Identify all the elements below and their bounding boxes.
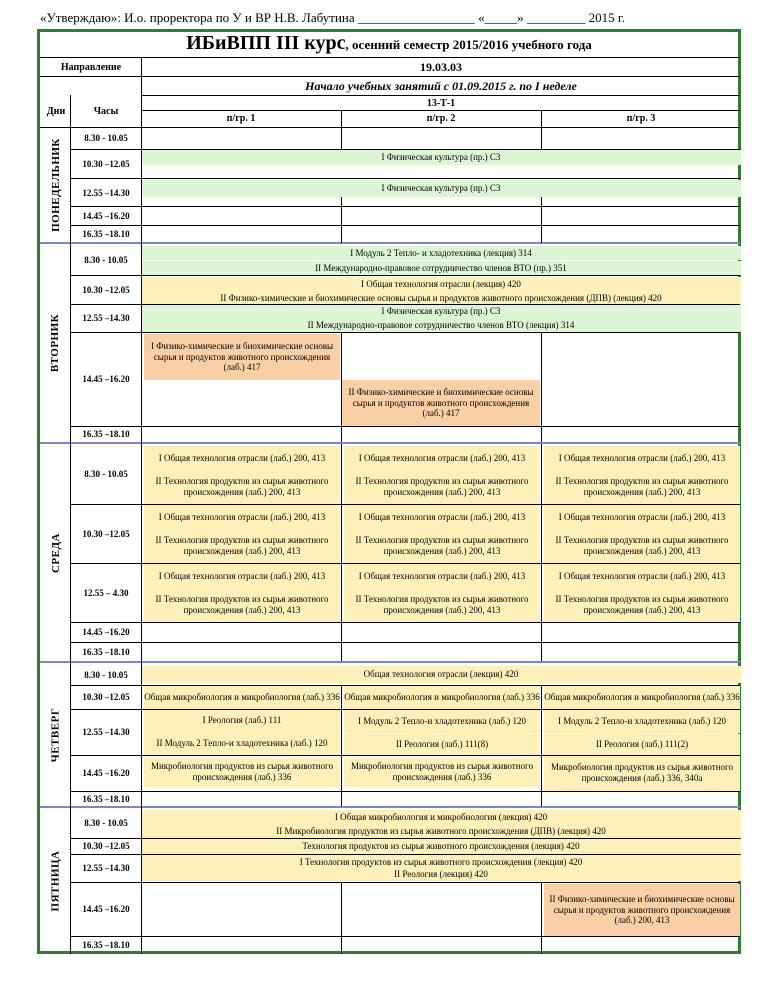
grid-line [341,685,342,806]
class-fri-3b: II Реология (лекция) 420 [141,867,741,881]
class-wed-1a-g3: I Общая технология отрасли (лаб.) 200, 413 [544,446,740,470]
day-separator [40,806,740,808]
days-column-header: Дни [46,106,66,117]
class-wed-2a-g2: I Общая технология отрасли (лаб.) 200, 413 [344,505,540,529]
class-wed-1b-g2: II Технология продуктов из сырья животного происхождения (лаб.) 200, 413 [344,470,540,504]
class-tue-1a: I Модуль 2 Тепло- и хладотехника (лекция) 314 [141,246,741,260]
grid-line [40,57,740,58]
grid-line [71,304,740,305]
grid-line [71,838,740,839]
grid-line [141,57,142,954]
class-wed-3a-g3: I Общая технология отрасли (лаб.) 200, 413 [544,564,740,588]
time-slot: 14.45 –16.20 [82,627,130,637]
class-tue-1b: II Международно-правовое сотрудничество членов ВТО (пр.) 351 [141,261,741,275]
class-thu-3a-g3: I Модуль 2 Тепло-и хладотехника (лаб.) 120 [544,709,740,733]
grid-line [71,225,740,226]
class-thu-3b-g3: II Реология (лаб.) 111(2) [544,734,740,755]
class-thu-3b-g1: II Модуль 2 Тепло-и хладотехника (лаб.) 120 [144,731,340,755]
class-wed-3a-g2: I Общая технология отрасли (лаб.) 200, 413 [344,564,540,588]
class-fri-2: Технология продуктов из сырья животного происхождения (лекция) 420 [141,839,741,854]
time-slot: 12.55 –14.30 [82,863,130,873]
grid-line [71,332,740,333]
class-wed-2a-g3: I Общая технология отрасли (лаб.) 200, 413 [544,505,740,529]
time-slot: 8.30 - 10.05 [84,669,128,680]
grid-line [141,95,740,96]
day-monday [41,128,70,242]
grid-line [71,685,740,686]
time-slot: 12.55 – 4.30 [83,587,129,598]
class-fri-4-g3: II Физико-химические и биохимические основы сырья и продуктов животного происхождения (лаб.) 200, 413 [544,884,740,936]
day-separator [40,442,740,444]
class-wed-2b-g2: II Технология продуктов из сырья животного происхождения (лаб.) 200, 413 [344,529,540,563]
class-thu-2-g2: Общая микробиология и микробиология (лаб.) 336 [344,685,540,709]
time-slot: 14.45 –16.20 [82,904,130,914]
time-slot: 14.45 –16.20 [82,768,130,778]
grid-line [71,755,740,756]
class-tue-2b: II Физико-химические и биохимические основы сырья и продуктов животного происхождения (ДПВ) (лекция) 420 [141,291,741,305]
grid-line [541,685,542,806]
grid-line [341,444,342,661]
day-separator [40,242,740,244]
page-title [41,32,737,56]
grid-line [70,95,71,954]
day-wednesday-label: СРЕДА [49,532,62,573]
grid-line [71,426,740,427]
time-slot: 16.35 –18.10 [82,793,130,804]
time-slot: 16.35 –18.10 [82,229,130,239]
class-wed-3b-g1: II Технология продуктов из сырья животного происхождения (лаб.) 200, 413 [144,588,340,622]
class-fri-3a: I Технология продуктов из сырья животного происхождения (лекция) 420 [141,855,741,869]
class-tue-4-g2: II Физико-химические и биохимические основы сырья и продуктов животного происхождения (лаб.) 417 [342,380,540,426]
class-thu-4-g3: Микробиология продуктов из сырья животного происхождения (лаб.) 336, 340а [544,755,740,791]
grid-line [541,332,542,442]
class-fri-1b: II Микробиология продуктов из сырья животного происхождения (ДПВ) (лекция) 420 [141,824,741,838]
class-thu-3a-g2: I Модуль 2 Тепло-и хладотехника (лаб.) 120 [344,709,540,733]
class-wed-3a-g1: I Общая технология отрасли (лаб.) 200, 413 [144,564,340,588]
day-monday-label: ПОНЕДЕЛЬНИК [49,138,62,232]
class-tue-3a: I Физическая культура (пр.) С3 [141,304,741,318]
approval-line: «Утверждаю»: И.о. проректора по У и ВР Н.В. Лабутина __________________ «_____» _________ 2015 г. [40,10,625,25]
hours-column-header: Часы [93,106,119,117]
time-slot: 12.55 –14.30 [82,188,130,198]
start-note: Начало учебных занятий с 01.09.2015 г. по I неделе [305,79,577,94]
grid-line [40,127,740,128]
class-wed-2b-g3: II Технология продуктов из сырья животного происхождения (лаб.) 200, 413 [544,529,740,563]
time-slot: 10.30 –12.05 [82,284,130,295]
group-header: 13-Т-1 [426,97,456,109]
time-slot: 8.30 - 10.05 [84,133,128,143]
day-friday [41,808,70,954]
time-slot: 8.30 - 10.05 [84,254,128,265]
grid-line [141,110,740,111]
class-wed-2a-g1: I Общая технология отрасли (лаб.) 200, 413 [144,505,340,529]
grid-line [71,882,740,883]
day-thursday-label: ЧЕТВЕРГ [49,707,62,763]
grid-line [71,642,740,643]
grid-line [341,332,342,442]
class-wed-1b-g1: II Технология продуктов из сырья животного происхождения (лаб.) 200, 413 [144,470,340,504]
class-thu-2-g3: Общая микробиология и микробиология (лаб.) 336 [544,685,740,709]
class-thu-4-g2: Микробиология продуктов из сырья животного происхождения (лаб.) 336 [344,757,540,787]
day-tuesday-label: ВТОРНИК [49,313,62,373]
grid-line [71,936,740,937]
title-main: ИБиВПП III курс [186,32,346,54]
subgroup-2-header: п/гр. 2 [426,113,456,124]
grid-line [71,709,740,710]
grid-line [71,149,740,150]
class-thu-4-g1: Микробиология продуктов из сырья животного происхождения (лаб.) 336 [144,757,340,787]
class-thu-3a-g1: I Реология (лаб.) 111 [144,709,340,731]
class-mon-2: I Физическая культура (пр.) С3 [141,150,741,165]
grid-line [71,791,740,792]
grid-line [541,197,542,243]
class-thu-3b-g2: II Реология (лаб.) 111(8) [344,734,540,755]
class-thu-2-g1: Общая микробиология и микробиология (лаб.) 336 [144,685,340,709]
day-tuesday [41,244,70,442]
class-tue-2a: I Общая технология отрасли (лекция) 420 [141,277,741,291]
grid-line [71,178,740,179]
class-tue-3b: II Международно-правовое сотрудничество членов ВТО (лекция) 314 [141,318,741,332]
class-thu-1: Общая технология отрасли (лекция) 420 [141,666,741,683]
class-wed-1a-g1: I Общая технология отрасли (лаб.) 200, 413 [144,446,340,470]
subgroup-3-header: п/гр. 3 [626,113,656,124]
time-slot: 12.55 –14.30 [82,727,130,737]
grid-line [71,275,740,276]
class-wed-1a-g2: I Общая технология отрасли (лаб.) 200, 413 [344,446,540,470]
grid-line [71,206,740,207]
grid-line [541,882,542,954]
grid-line [71,563,740,564]
grid-line [541,444,542,661]
time-slot: 10.30 –12.05 [82,692,130,702]
time-slot: 16.35 –18.10 [82,940,130,950]
time-slot: 16.35 –18.10 [82,429,130,439]
subgroup-1-header: п/гр. 1 [226,113,256,124]
direction-value: 19.03.03 [420,60,462,75]
time-slot: 12.55 –14.30 [82,313,130,323]
class-wed-3b-g3: II Технология продуктов из сырья животного происхождения (лаб.) 200, 413 [544,588,740,622]
grid-line [71,622,740,623]
grid-line [71,504,740,505]
day-wednesday [41,444,70,661]
day-separator [40,661,740,663]
grid-line [341,110,342,150]
time-slot: 14.45 –16.20 [82,211,130,221]
time-slot: 10.30 –12.05 [82,841,130,851]
time-slot: 8.30 - 10.05 [84,469,128,479]
grid-line [40,76,740,77]
class-mon-3: I Физическая культура (пр.) С3 [141,180,741,197]
time-slot: 16.35 –18.10 [82,646,130,657]
time-slot: 8.30 - 10.05 [84,818,128,828]
class-wed-2b-g1: II Технология продуктов из сырья животного происхождения (лаб.) 200, 413 [144,529,340,563]
day-thursday [41,664,70,806]
grid-line [341,197,342,243]
class-wed-1b-g3: II Технология продуктов из сырья животного происхождения (лаб.) 200, 413 [544,470,740,504]
grid-line [541,110,542,150]
class-tue-4-g1: I Физико-химические и биохимические основы сырья и продуктов животного происхождения (лаб.) 417 [144,334,340,380]
time-slot: 10.30 –12.05 [82,159,130,169]
time-slot: 10.30 –12.05 [82,528,130,539]
day-friday-label: ПЯТНИЦА [49,850,62,912]
grid-line [71,854,740,855]
direction-label: Направление [60,61,122,73]
time-slot: 14.45 –16.20 [82,374,130,384]
class-wed-3b-g2: II Технология продуктов из сырья животного происхождения (лаб.) 200, 413 [344,588,540,622]
grid-line [341,882,342,954]
title-sub: , осенний семестр 2015/2016 учебного года [345,37,592,52]
class-fri-1a: I Общая микробиология и микробиология (лекция) 420 [141,810,741,824]
